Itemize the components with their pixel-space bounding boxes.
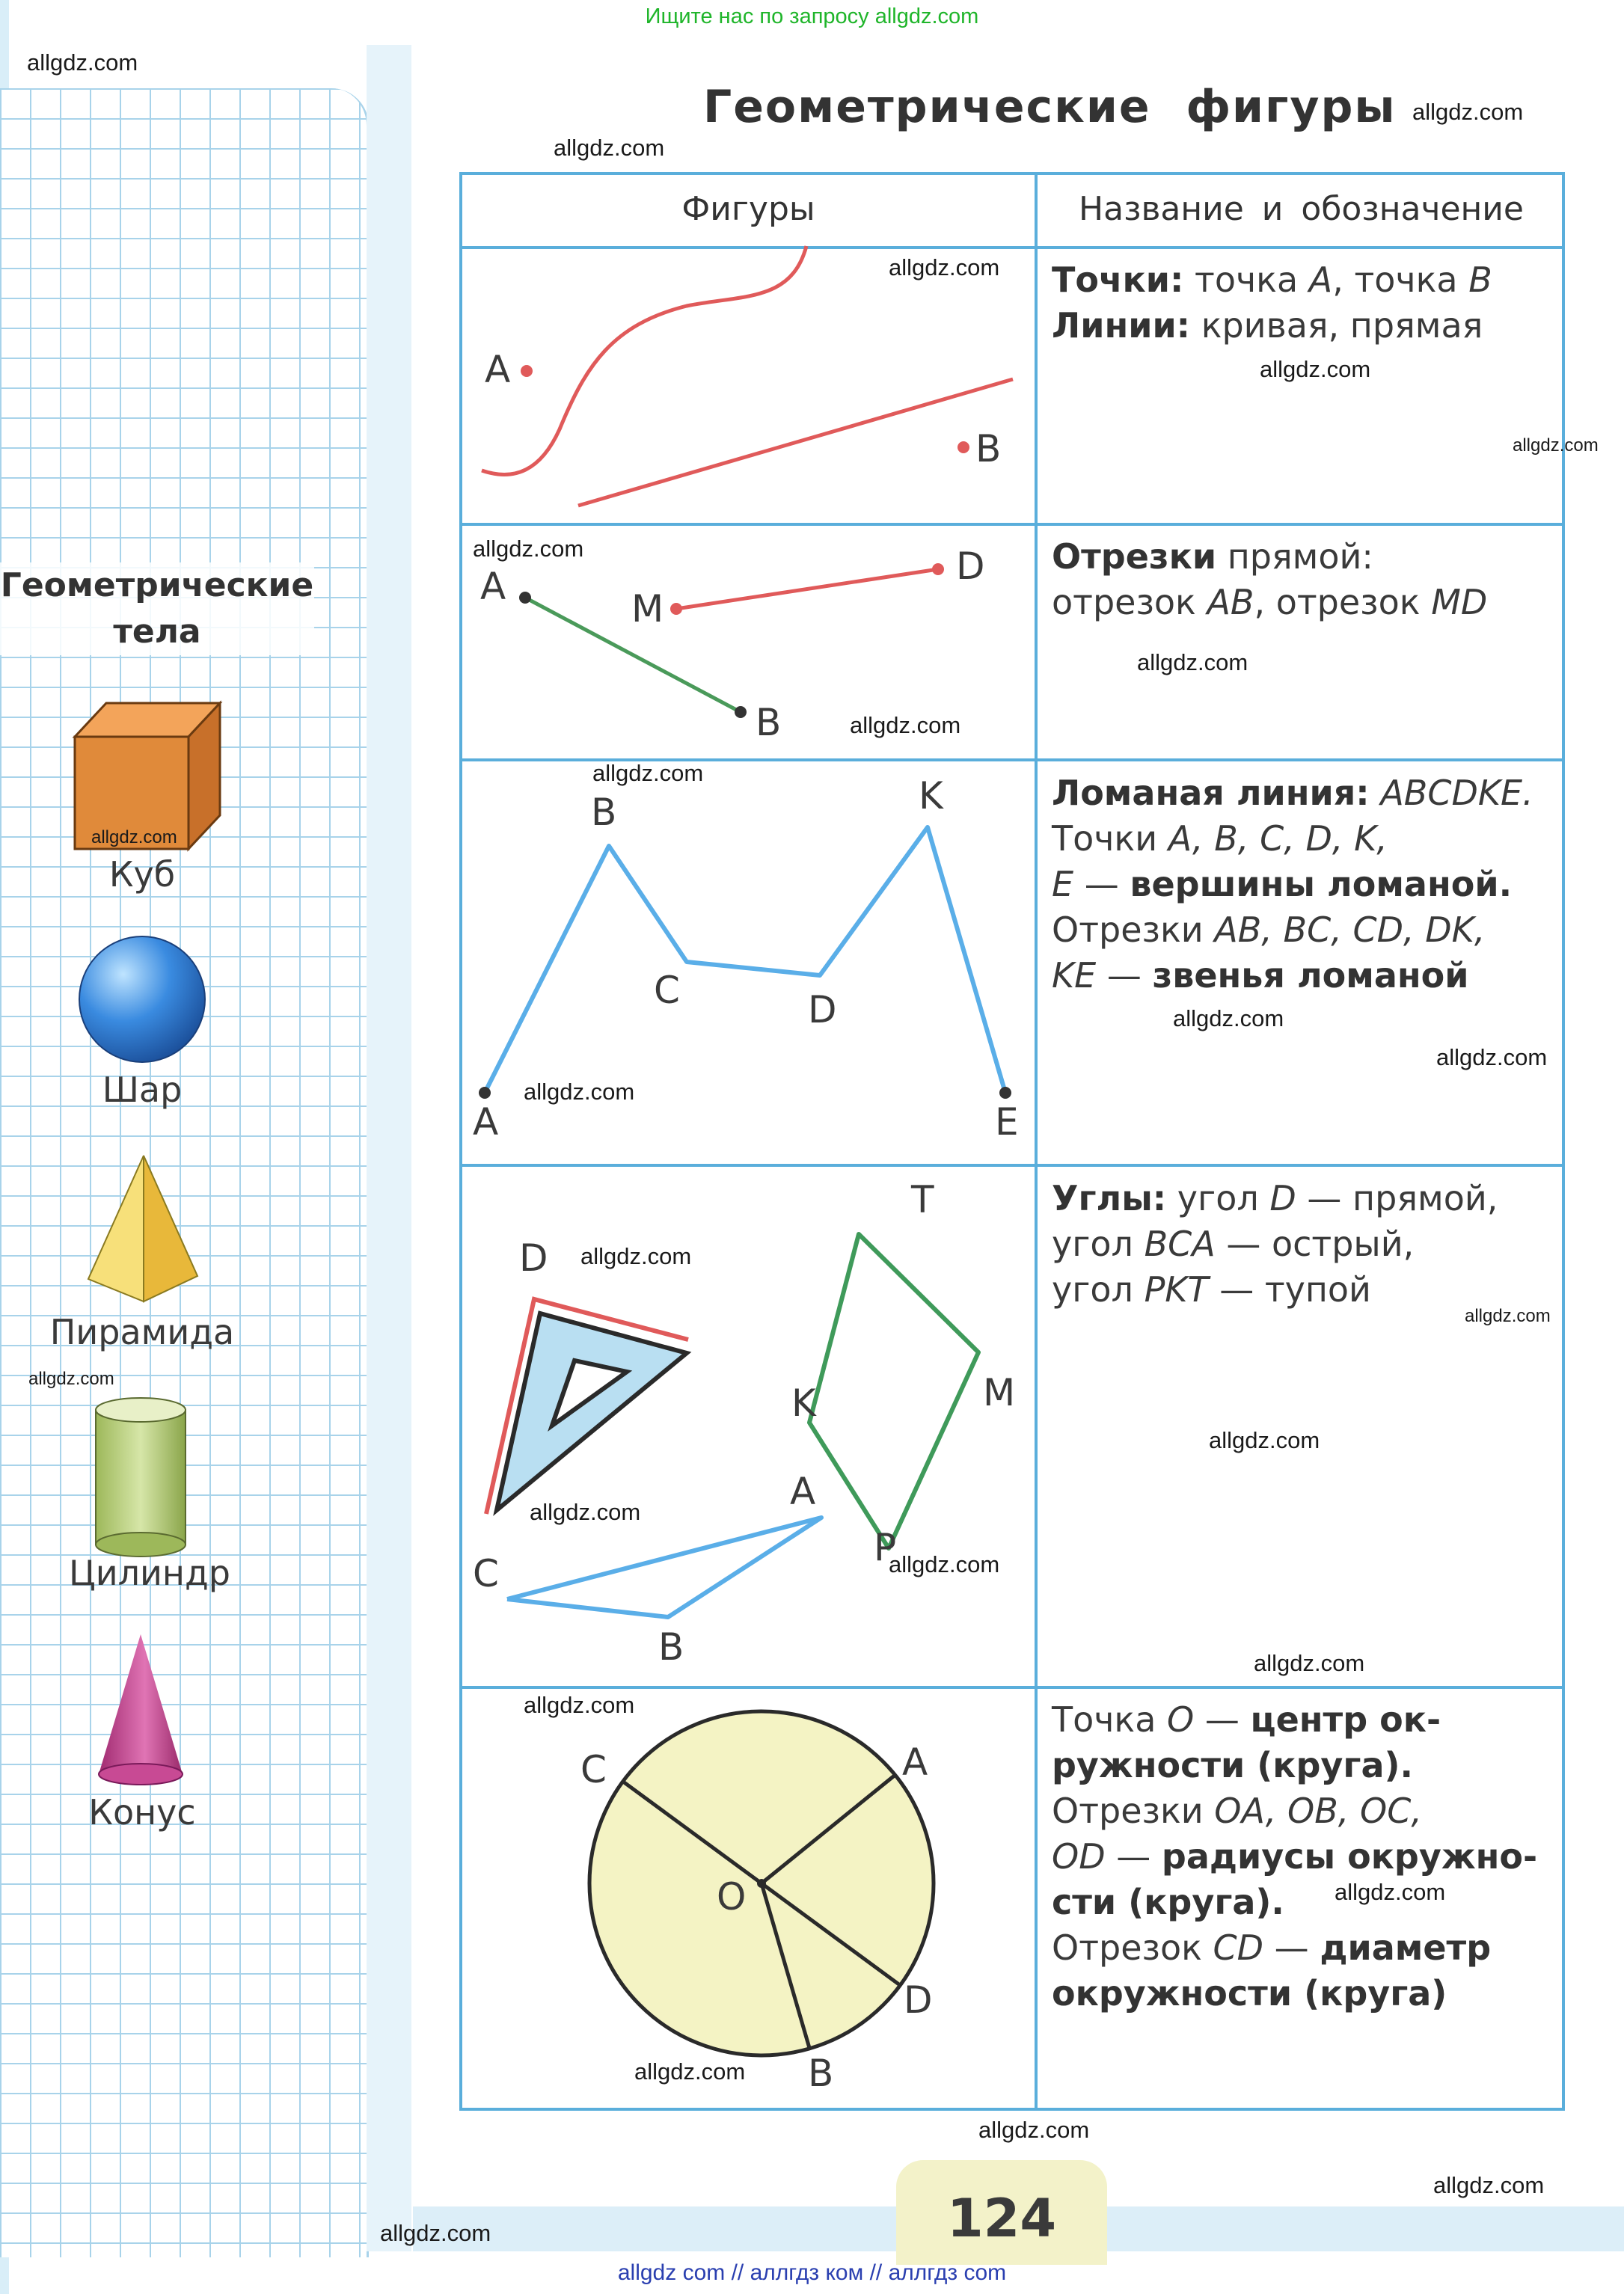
desc-segment: BCA (1144, 1224, 1216, 1264)
desc-segment: Линии: (1052, 305, 1191, 346)
desc-segment: ABCDKE. (1380, 773, 1533, 813)
desc-line (1052, 257, 1553, 303)
desc-line (1052, 862, 1553, 907)
watermark: allgdz.com (850, 712, 961, 738)
watermark: allgdz.com (380, 2220, 491, 2246)
desc-segment: — (1096, 955, 1153, 996)
desc-line (1052, 1971, 1553, 2017)
label-row3-E: E (995, 1100, 1019, 1144)
watermark: allgdz.com (1173, 1005, 1284, 1031)
watermark: allgdz.com (28, 1369, 114, 1389)
desc-segment: — тупой (1208, 1269, 1371, 1310)
desc-segment: KE (1052, 955, 1097, 996)
label-row3-K: K (919, 774, 943, 818)
watermark: allgdz.com (1436, 1044, 1548, 1070)
watermark: allgdz.com (530, 1499, 641, 1525)
label-row4-C: C (473, 1552, 499, 1595)
desc-segment: радиусы окружно- (1161, 1836, 1538, 1877)
desc-segment: окружности (круга) (1052, 1973, 1447, 2014)
watermark: allgdz.com (1412, 99, 1524, 125)
solids-illustrations (0, 0, 367, 1945)
desc-segment: AB (1207, 582, 1254, 622)
label-row3-B: B (591, 791, 617, 834)
desc-segment: звенья ломаной (1152, 955, 1469, 996)
desc-segment: Углы: (1052, 1178, 1167, 1218)
desc-segment: — (1105, 1836, 1162, 1877)
desc-segment: OA, OB, OC, (1214, 1791, 1422, 1831)
desc-line (1052, 816, 1553, 862)
label-row5-C: C (580, 1748, 607, 1791)
desc-segment: B (1468, 260, 1492, 300)
desc-segment: A (1308, 260, 1333, 300)
watermark: allgdz.com (1260, 356, 1371, 382)
figures-table (459, 172, 1565, 2111)
figure-points-lines (482, 246, 1013, 506)
watermark: allgdz.com (634, 2058, 746, 2085)
watermark: allgdz.com (554, 135, 665, 161)
desc-segment: Отрезки (1052, 1791, 1215, 1831)
desc-segment: прямой: (1216, 536, 1373, 577)
label-row2-D: D (956, 545, 985, 588)
desc-segment: D (1269, 1178, 1296, 1218)
desc-segment: , точка (1332, 260, 1469, 300)
desc-segment: — (1073, 864, 1130, 904)
desc-segment: — острый, (1215, 1224, 1415, 1264)
solids-title-line1: Геометрические (0, 566, 314, 604)
label-row5-B: B (808, 2052, 834, 2095)
desc-line (1052, 534, 1553, 580)
desc-line (1052, 1176, 1553, 1221)
figure-segments (519, 563, 944, 718)
cone-icon (99, 1634, 183, 1785)
desc-line (1052, 907, 1553, 953)
desc-segment: Отрезки (1052, 536, 1217, 577)
desc-segment: отрезок (1052, 582, 1207, 622)
desc-segment: угол (1052, 1224, 1145, 1264)
label-row2-B: B (756, 701, 782, 744)
solids-title-line2: тела (113, 613, 201, 651)
desc-segment: угол (1052, 1269, 1145, 1310)
label-row3-C: C (654, 969, 680, 1012)
watermark: allgdz.com (1209, 1427, 1320, 1453)
desc-segment: Точки (1052, 818, 1168, 859)
desc-line (1052, 303, 1553, 349)
desc-polyline (1052, 770, 1553, 999)
label-row3-A: A (473, 1100, 499, 1144)
desc-line (1052, 953, 1553, 999)
desc-segment: точка (1183, 260, 1309, 300)
desc-segment: — (1263, 1927, 1320, 1968)
bottom-banner[interactable]: allgdz com // аллгдз ком // аллгдз com (617, 2260, 1007, 2285)
desc-segment: O (1167, 1699, 1195, 1740)
desc-segment: AB, BC, CD, DK, (1214, 910, 1486, 950)
label-row4-A: A (790, 1470, 816, 1513)
desc-segment: E (1052, 864, 1074, 904)
desc-points-lines (1052, 257, 1553, 349)
label-row5-O: O (717, 1875, 747, 1919)
watermark: allgdz.com (889, 254, 1000, 280)
desc-segment: , отрезок (1254, 582, 1432, 622)
page-number: 124 (946, 2188, 1057, 2249)
desc-line (1052, 1221, 1553, 1267)
watermark: allgdz.com (27, 49, 138, 76)
watermark: allgdz.com (978, 2117, 1090, 2143)
label-row5-A: A (902, 1741, 928, 1784)
desc-segment: OD (1052, 1836, 1106, 1877)
desc-segment: CD (1213, 1927, 1264, 1968)
desc-segment: угол (1166, 1178, 1270, 1218)
top-banner[interactable]: Ищите нас по запросу allgdz.com (645, 4, 979, 28)
desc-segment (1370, 773, 1381, 813)
desc-segment: диаметр (1320, 1927, 1492, 1968)
label-row5-D: D (904, 1978, 933, 2022)
desc-segment: сти (круга). (1052, 1882, 1284, 1922)
page-title: Геометрические фигуры (703, 81, 1397, 133)
desc-line (1052, 1925, 1553, 1971)
desc-segment: MD (1431, 582, 1488, 622)
desc-segment: PKT (1144, 1269, 1209, 1310)
desc-segment: кривая, прямая (1190, 305, 1483, 346)
watermark: allgdz.com (592, 760, 704, 786)
label-row1-B: B (975, 427, 1002, 470)
watermark: allgdz.com (1513, 435, 1599, 456)
desc-segment: центр ок- (1250, 1699, 1441, 1740)
figure-polyline (479, 827, 1011, 1099)
label-row2-M: M (631, 587, 664, 631)
desc-segment: Ломаная линия: (1052, 773, 1370, 813)
sphere-icon (79, 936, 205, 1062)
figure-drawings (462, 175, 1035, 2114)
desc-line (1052, 1743, 1553, 1788)
desc-segment: ружности (круга). (1052, 1745, 1413, 1785)
watermark: allgdz.com (524, 1692, 635, 1718)
column-divider (1035, 175, 1038, 2108)
page-gutter (367, 45, 411, 2251)
desc-angles (1052, 1176, 1553, 1313)
watermark: allgdz.com (1433, 2172, 1545, 2198)
desc-segment: Отрезок (1052, 1927, 1213, 1968)
label-row4-K: K (791, 1381, 816, 1425)
desc-segments (1052, 534, 1553, 625)
pyramid-icon (88, 1156, 197, 1301)
desc-segment: Точка (1052, 1699, 1168, 1740)
solid-label-cube: Куб (108, 854, 176, 895)
label-row3-D: D (808, 988, 837, 1031)
desc-segment: — (1194, 1699, 1251, 1740)
desc-line (1052, 580, 1553, 625)
header-figures: Фигуры (681, 190, 815, 228)
watermark: allgdz.com (1465, 1306, 1551, 1326)
watermark: allgdz.com (473, 536, 584, 562)
label-row1-A: A (485, 348, 511, 391)
label-row2-A: A (480, 565, 506, 608)
desc-line (1052, 770, 1553, 816)
watermark: allgdz.com (580, 1243, 692, 1269)
desc-segment: вершины ломаной. (1130, 864, 1513, 904)
solid-label-pyramid: Пирамида (49, 1312, 235, 1352)
solid-label-cone: Конус (88, 1792, 196, 1833)
cylinder-icon (96, 1398, 186, 1557)
watermark: allgdz.com (1335, 1879, 1446, 1905)
desc-circle (1052, 1697, 1553, 2017)
label-row4-T: T (911, 1178, 934, 1221)
watermark: allgdz.com (1137, 649, 1248, 675)
solid-label-cylinder: Цилиндр (69, 1553, 230, 1593)
desc-line (1052, 1834, 1553, 1880)
watermark: allgdz.com (1254, 1650, 1365, 1676)
label-row4-P: P (874, 1526, 897, 1569)
label-row4-D: D (519, 1236, 548, 1280)
label-row4-B: B (658, 1625, 684, 1669)
desc-segment: A, B, C, D, K, (1168, 818, 1388, 859)
desc-segment: — прямой, (1296, 1178, 1498, 1218)
desc-segment: Отрезки (1052, 910, 1215, 950)
watermark: allgdz.com (524, 1079, 635, 1105)
watermark: allgdz.com (91, 827, 177, 847)
watermark: allgdz.com (889, 1551, 1000, 1577)
header-name: Название и обозначение (1079, 190, 1524, 228)
figure-circle (589, 1711, 934, 2055)
desc-line (1052, 1880, 1553, 1925)
desc-line (1052, 1697, 1553, 1743)
desc-line (1052, 1788, 1553, 1834)
label-row4-M: M (983, 1371, 1016, 1414)
desc-segment: Точки: (1052, 260, 1184, 300)
solid-label-sphere: Шар (102, 1070, 183, 1110)
